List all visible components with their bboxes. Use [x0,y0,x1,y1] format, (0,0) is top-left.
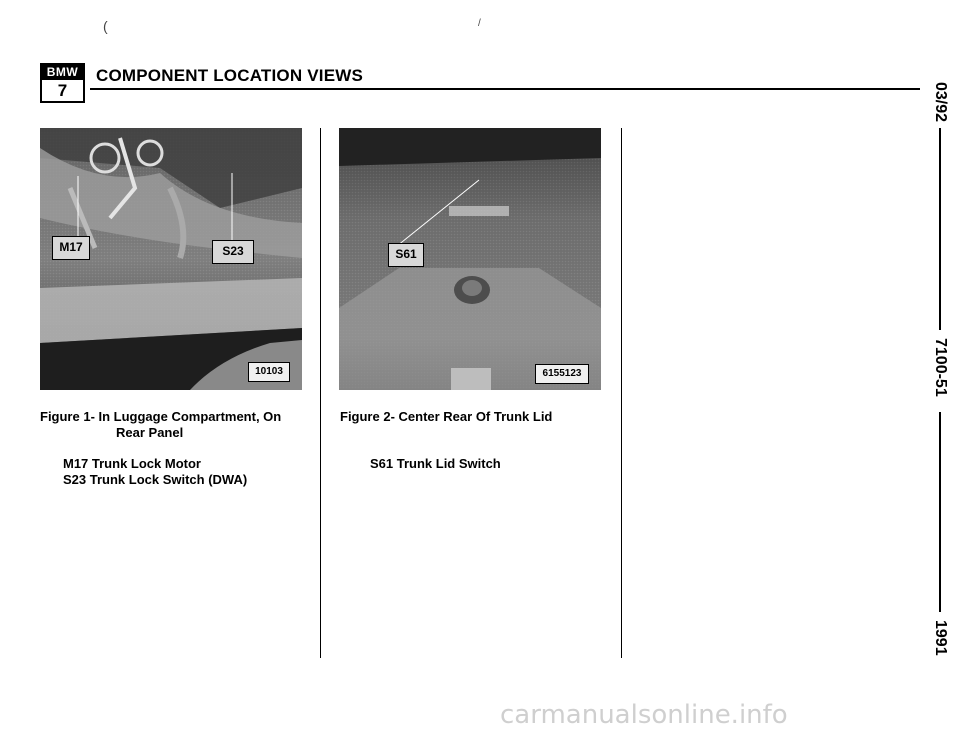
photo-id-2: 6155123 [535,364,589,384]
margin-date: 03/92 [932,82,949,123]
margin-rule-2 [939,412,941,612]
footer-watermark[interactable]: carmanualsonline.info [500,700,788,730]
column-divider-1 [320,128,321,658]
figure-2-photo-illustration [339,128,601,390]
photo-id-1: 10103 [248,362,290,382]
logo-brand-text: BMW [42,65,83,80]
column-divider-2 [621,128,622,658]
margin-rule-1 [939,128,941,330]
bmw-7-logo [40,63,85,103]
legend-m17: M17 Trunk Lock Motor [63,456,201,471]
stray-mark-slash: / [478,18,481,29]
stray-mark-paren: ( [103,18,108,34]
header-rule [90,88,920,90]
callout-s61: S61 [388,243,424,267]
legend-s61: S61 Trunk Lid Switch [370,456,501,471]
margin-section: 7100-51 [932,338,949,397]
figure-2-photo [339,128,601,390]
figure-1-photo [40,128,302,390]
figure-1-caption-line2: Rear Panel [116,425,184,440]
callout-m17: M17 [52,236,90,260]
legend-s23: S23 Trunk Lock Switch (DWA) [63,472,248,487]
figure-1-caption: Figure 1- In Luggage Compartment, On [40,409,282,424]
figure-2-caption: Figure 2- Center Rear Of Trunk Lid [340,409,553,424]
logo-series-text: 7 [57,81,68,100]
callout-s23: S23 [212,240,254,264]
page-title: COMPONENT LOCATION VIEWS [96,66,364,85]
margin-year: 1991 [932,620,949,656]
